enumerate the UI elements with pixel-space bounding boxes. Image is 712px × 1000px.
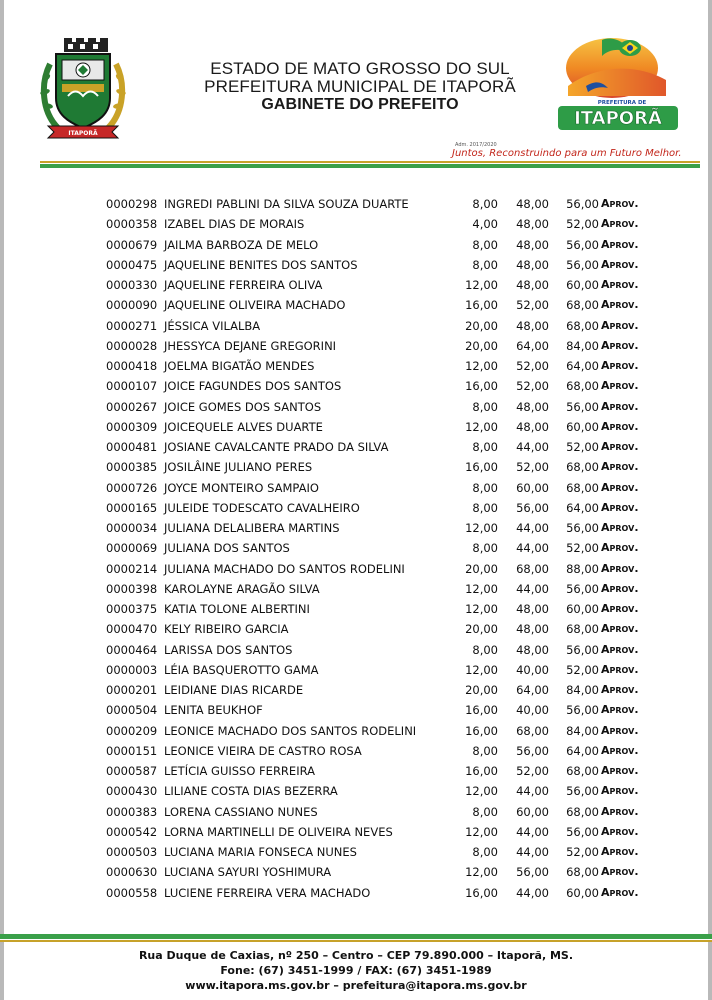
logo-main-text: ITAPORÃ: [574, 108, 662, 129]
registration-code: 0000385: [106, 460, 158, 475]
score-a: 8,00: [472, 197, 498, 211]
score-total: 52,00: [566, 845, 599, 859]
list-item: [0, 640, 712, 660]
score-a: 12,00: [465, 602, 498, 616]
list-item: [0, 498, 712, 518]
score-a: 12,00: [465, 359, 498, 373]
score-total: 56,00: [566, 642, 599, 657]
status-label: Aprov.: [601, 419, 639, 433]
score-b: 44,00: [516, 784, 549, 799]
status-label: Aprov.: [601, 784, 639, 798]
candidate-name: KATIA TOLONE ALBERTINI: [164, 602, 310, 616]
score-total: 56,00: [566, 824, 599, 839]
list-item: [0, 761, 712, 781]
candidate-name: KAROLAYNE ARAGÃO SILVA: [164, 581, 320, 596]
registration-code: 0000003: [106, 662, 158, 677]
score-total: 68,00: [566, 764, 599, 778]
registration-code: 0000481: [106, 440, 158, 454]
crown-icon: [64, 38, 108, 52]
candidate-name: LILIANE COSTA DIAS BEZERRA: [164, 784, 338, 799]
registration-code: 0000375: [106, 602, 158, 616]
score-b: 48,00: [516, 257, 549, 272]
list-item: [0, 842, 712, 862]
score-total: 56,00: [566, 521, 599, 535]
score-b: 52,00: [516, 298, 549, 313]
registration-code: 0000107: [106, 379, 158, 394]
score-a: 16,00: [465, 703, 498, 718]
candidate-name: LÉIA BASQUEROTTO GAMA: [164, 662, 319, 677]
crest-ribbon-text: ITAPORÃ: [68, 130, 98, 137]
list-item: [0, 235, 712, 255]
score-b: 48,00: [516, 318, 549, 333]
score-a: 8,00: [472, 804, 498, 819]
footer: [0, 948, 712, 993]
score-total: 68,00: [566, 804, 599, 819]
score-total: 52,00: [566, 662, 599, 677]
score-a: 8,00: [472, 480, 498, 495]
status-label: Aprov.: [601, 298, 639, 312]
registration-code: 0000201: [106, 683, 158, 697]
letterhead-title: [160, 60, 560, 114]
score-total: 84,00: [566, 683, 599, 697]
status-label: Aprov.: [601, 338, 639, 352]
score-total: 56,00: [566, 703, 599, 718]
candidate-name: LUCIANA MARIA FONSECA NUNES: [164, 845, 357, 859]
registration-code: 0000475: [106, 257, 158, 272]
list-item: [0, 862, 712, 882]
registration-code: 0000309: [106, 419, 158, 434]
registration-code: 0000630: [106, 865, 158, 880]
list-item: [0, 599, 712, 619]
footer-phone: Fone: (67) 3451-1999 / FAX: (67) 3451-1989: [220, 964, 492, 977]
status-label: Aprov.: [601, 683, 639, 696]
status-label: Aprov.: [601, 541, 639, 555]
score-b: 44,00: [516, 521, 549, 535]
score-b: 48,00: [516, 642, 549, 657]
footer-divider: [0, 934, 712, 942]
candidate-name: LARISSA DOS SANTOS: [164, 642, 293, 657]
status-label: Aprov.: [601, 440, 639, 453]
score-b: 52,00: [516, 764, 549, 778]
list-item: [0, 579, 712, 599]
status-label: Aprov.: [601, 581, 639, 595]
list-item: [0, 397, 712, 417]
score-b: 48,00: [516, 399, 549, 414]
score-b: 60,00: [516, 480, 549, 495]
score-total: 68,00: [566, 298, 599, 313]
candidate-name: JAQUELINE OLIVEIRA MACHADO: [164, 298, 346, 313]
score-a: 12,00: [465, 824, 498, 839]
status-label: Aprov.: [601, 460, 639, 474]
registration-code: 0000383: [106, 804, 158, 819]
list-item: [0, 255, 712, 275]
candidate-name: JOSIANE CAVALCANTE PRADO DA SILVA: [164, 440, 389, 454]
list-item: [0, 741, 712, 761]
list-item: [0, 680, 712, 700]
list-item: [0, 194, 712, 214]
score-total: 56,00: [566, 257, 599, 272]
score-total: 68,00: [566, 318, 599, 333]
score-b: 64,00: [516, 683, 549, 697]
status-label: Aprov.: [601, 642, 639, 656]
candidate-name: JAILMA BARBOZA DE MELO: [164, 237, 319, 252]
score-a: 8,00: [472, 743, 498, 758]
score-b: 48,00: [516, 419, 549, 434]
candidate-name: JHESSYCA DEJANE GREGORINI: [164, 338, 337, 353]
list-item: [0, 518, 712, 538]
registration-code: 0000430: [106, 784, 158, 799]
score-a: 12,00: [465, 278, 498, 292]
status-label: Aprov.: [601, 703, 639, 717]
candidate-name: JAQUELINE FERREIRA OLIVA: [164, 278, 323, 292]
registration-code: 0000267: [106, 399, 158, 414]
list-item: [0, 822, 712, 842]
list-item: [0, 559, 712, 579]
status-label: Aprov.: [601, 602, 639, 615]
list-item: [0, 295, 712, 315]
status-label: Aprov.: [601, 399, 639, 413]
list-item: [0, 478, 712, 498]
score-a: 20,00: [465, 683, 498, 697]
footer-web: www.itapora.ms.gov.br – prefeitura@itapora.ms.gov.br: [185, 979, 527, 992]
candidate-name: LUCIANA SAYURI YOSHIMURA: [164, 865, 332, 880]
candidate-name: LENITA BEUKHOF: [164, 703, 263, 718]
candidate-name: IZABEL DIAS DE MORAIS: [164, 217, 305, 232]
score-b: 48,00: [516, 602, 549, 616]
registration-code: 0000028: [106, 338, 158, 353]
candidate-name: KELY RIBEIRO GARCIA: [164, 622, 289, 637]
registration-code: 0000298: [106, 197, 158, 211]
registration-code: 0000418: [106, 359, 158, 373]
score-b: 48,00: [516, 217, 549, 232]
score-total: 64,00: [566, 359, 599, 373]
score-total: 52,00: [566, 217, 599, 232]
score-a: 8,00: [472, 237, 498, 252]
status-label: Aprov.: [601, 237, 639, 251]
list-item: [0, 457, 712, 477]
candidate-name: LEONICE VIEIRA DE CASTRO ROSA: [164, 743, 362, 758]
score-b: 48,00: [516, 197, 549, 211]
registration-code: 0000330: [106, 278, 158, 292]
score-a: 20,00: [465, 338, 498, 353]
status-label: Aprov.: [601, 723, 639, 737]
score-total: 52,00: [566, 541, 599, 556]
office-name: GABINETE DO PREFEITO: [261, 96, 459, 113]
registration-code: 0000464: [106, 642, 158, 657]
score-b: 64,00: [516, 338, 549, 353]
score-b: 44,00: [516, 845, 549, 859]
candidate-name: JULIANA DELALIBERA MARTINS: [164, 521, 340, 535]
status-label: Aprov.: [601, 217, 639, 231]
score-total: 60,00: [566, 885, 599, 900]
score-total: 56,00: [566, 399, 599, 414]
score-a: 8,00: [472, 500, 498, 515]
score-a: 12,00: [465, 419, 498, 434]
score-b: 44,00: [516, 440, 549, 454]
list-item: [0, 316, 712, 336]
registration-code: 0000504: [106, 703, 158, 718]
score-a: 12,00: [465, 521, 498, 535]
results-list: [0, 194, 712, 903]
candidate-name: LORNA MARTINELLI DE OLIVEIRA NEVES: [164, 824, 393, 839]
score-total: 60,00: [566, 278, 599, 292]
registration-code: 0000090: [106, 298, 158, 313]
score-total: 84,00: [566, 723, 599, 738]
list-item: [0, 214, 712, 234]
registration-code: 0000398: [106, 581, 158, 596]
score-b: 44,00: [516, 541, 549, 556]
candidate-name: LORENA CASSIANO NUNES: [164, 804, 318, 819]
registration-code: 0000726: [106, 480, 158, 495]
list-item: [0, 275, 712, 295]
score-b: 68,00: [516, 723, 549, 738]
candidate-name: INGREDI PABLINI DA SILVA SOUZA DUARTE: [164, 197, 409, 211]
candidate-name: JOSILÂINE JULIANO PERES: [164, 460, 313, 475]
score-b: 48,00: [516, 622, 549, 637]
candidate-name: JULIANA MACHADO DO SANTOS RODELINI: [164, 561, 405, 576]
score-a: 12,00: [465, 865, 498, 880]
registration-code: 0000470: [106, 622, 158, 637]
candidate-name: LEIDIANE DIAS RICARDE: [164, 683, 304, 697]
candidate-name: JÉSSICA VILALBA: [164, 318, 261, 333]
registration-code: 0000679: [106, 237, 158, 252]
score-b: 52,00: [516, 460, 549, 475]
state-name: ESTADO DE MATO GROSSO DO SUL: [210, 59, 510, 78]
status-label: Aprov.: [601, 764, 639, 777]
score-total: 64,00: [566, 500, 599, 515]
score-a: 16,00: [465, 460, 498, 475]
candidate-name: JOICE GOMES DOS SANTOS: [164, 399, 322, 414]
score-b: 52,00: [516, 359, 549, 373]
score-b: 56,00: [516, 743, 549, 758]
score-a: 8,00: [472, 399, 498, 414]
score-a: 12,00: [465, 581, 498, 596]
status-label: Aprov.: [601, 480, 639, 494]
registration-code: 0000151: [106, 743, 158, 758]
status-label: Aprov.: [601, 318, 639, 332]
registration-code: 0000558: [106, 885, 158, 900]
logo-small-text: PREFEITURA DE: [597, 100, 647, 106]
score-b: 68,00: [516, 561, 549, 576]
score-a: 20,00: [465, 622, 498, 637]
registration-code: 0000209: [106, 723, 158, 738]
registration-code: 0000034: [106, 521, 158, 535]
status-label: Aprov.: [601, 804, 639, 818]
candidate-name: JOYCE MONTEIRO SAMPAIO: [164, 480, 319, 495]
status-label: Aprov.: [601, 197, 639, 210]
status-label: Aprov.: [601, 662, 639, 676]
list-item: [0, 700, 712, 720]
registration-code: 0000165: [106, 500, 158, 515]
score-a: 8,00: [472, 257, 498, 272]
score-total: 56,00: [566, 197, 599, 211]
list-item: [0, 376, 712, 396]
candidate-name: LEONICE MACHADO DOS SANTOS RODELINI: [164, 723, 417, 738]
score-a: 12,00: [465, 662, 498, 677]
status-label: Aprov.: [601, 257, 639, 271]
score-total: 68,00: [566, 622, 599, 637]
list-item: [0, 356, 712, 376]
score-a: 4,00: [472, 217, 498, 232]
score-b: 56,00: [516, 500, 549, 515]
score-a: 16,00: [465, 379, 498, 394]
footer-address: Rua Duque de Caxias, nº 250 – Centro – CEP 79.890.000 – Itaporã, MS.: [138, 949, 574, 962]
score-a: 16,00: [465, 723, 498, 738]
list-item: [0, 417, 712, 437]
score-a: 16,00: [465, 885, 498, 900]
score-total: 52,00: [566, 440, 599, 454]
candidate-name: LUCIENE FERREIRA VERA MACHADO: [164, 885, 371, 900]
list-item: [0, 802, 712, 822]
list-item: [0, 721, 712, 741]
status-label: Aprov.: [601, 743, 639, 757]
score-b: 52,00: [516, 379, 549, 394]
slogan: Juntos, Reconstruindo para um Futuro Melhor.: [452, 148, 682, 159]
candidate-name: JULIANA DOS SANTOS: [164, 541, 290, 556]
score-total: 64,00: [566, 743, 599, 758]
status-label: Aprov.: [601, 561, 639, 575]
candidate-name: LETÍCIA GUISSO FERREIRA: [164, 764, 315, 778]
registration-code: 0000358: [106, 217, 158, 232]
score-b: 48,00: [516, 237, 549, 252]
list-item: [0, 619, 712, 639]
list-item: [0, 437, 712, 457]
score-b: 60,00: [516, 804, 549, 819]
registration-code: 0000271: [106, 318, 158, 333]
score-total: 60,00: [566, 419, 599, 434]
score-b: 44,00: [516, 885, 549, 900]
status-label: Aprov.: [601, 622, 639, 636]
list-item: [0, 781, 712, 801]
registration-code: 0000587: [106, 764, 158, 778]
score-a: 8,00: [472, 440, 498, 454]
city-hall-name: PREFEITURA MUNICIPAL DE ITAPORÃ: [204, 77, 516, 96]
candidate-name: JOICE FAGUNDES DOS SANTOS: [164, 379, 342, 394]
score-a: 20,00: [465, 561, 498, 576]
score-total: 60,00: [566, 602, 599, 616]
status-label: Aprov.: [601, 824, 639, 838]
score-a: 8,00: [472, 845, 498, 859]
score-b: 44,00: [516, 824, 549, 839]
score-total: 56,00: [566, 237, 599, 252]
score-a: 12,00: [465, 784, 498, 799]
score-b: 48,00: [516, 278, 549, 292]
score-b: 44,00: [516, 581, 549, 596]
header-divider: [40, 161, 700, 168]
registration-code: 0000214: [106, 561, 158, 576]
score-total: 68,00: [566, 379, 599, 394]
coat-of-arms-image: [38, 34, 128, 142]
score-b: 40,00: [516, 662, 549, 677]
score-a: 20,00: [465, 318, 498, 333]
status-label: Aprov.: [601, 278, 639, 291]
status-label: Aprov.: [601, 521, 639, 534]
itapora-logo-image: [538, 34, 680, 136]
score-a: 8,00: [472, 642, 498, 657]
administration-period: Adm. 2017/2020: [455, 142, 497, 148]
score-total: 68,00: [566, 460, 599, 475]
score-total: 56,00: [566, 581, 599, 596]
list-item: [0, 538, 712, 558]
status-label: Aprov.: [601, 845, 639, 858]
score-total: 88,00: [566, 561, 599, 576]
status-label: Aprov.: [601, 885, 639, 899]
score-total: 68,00: [566, 865, 599, 880]
list-item: [0, 883, 712, 903]
list-item: [0, 336, 712, 356]
score-total: 84,00: [566, 338, 599, 353]
registration-code: 0000069: [106, 541, 158, 556]
score-a: 8,00: [472, 541, 498, 556]
list-item: [0, 660, 712, 680]
candidate-name: JOICEQUELE ALVES DUARTE: [164, 419, 323, 434]
candidate-name: JOELMA BIGATÃO MENDES: [164, 359, 315, 373]
registration-code: 0000503: [106, 845, 158, 859]
score-a: 16,00: [465, 298, 498, 313]
candidate-name: JULEIDE TODESCATO CAVALHEIRO: [164, 500, 360, 515]
candidate-name: JAQUELINE BENITES DOS SANTOS: [164, 257, 358, 272]
status-label: Aprov.: [601, 379, 639, 393]
status-label: Aprov.: [601, 500, 639, 514]
score-total: 56,00: [566, 784, 599, 799]
score-total: 68,00: [566, 480, 599, 495]
status-label: Aprov.: [601, 359, 639, 372]
score-b: 40,00: [516, 703, 549, 718]
registration-code: 0000542: [106, 824, 158, 839]
score-a: 16,00: [465, 764, 498, 778]
status-label: Aprov.: [601, 865, 639, 879]
score-b: 56,00: [516, 865, 549, 880]
